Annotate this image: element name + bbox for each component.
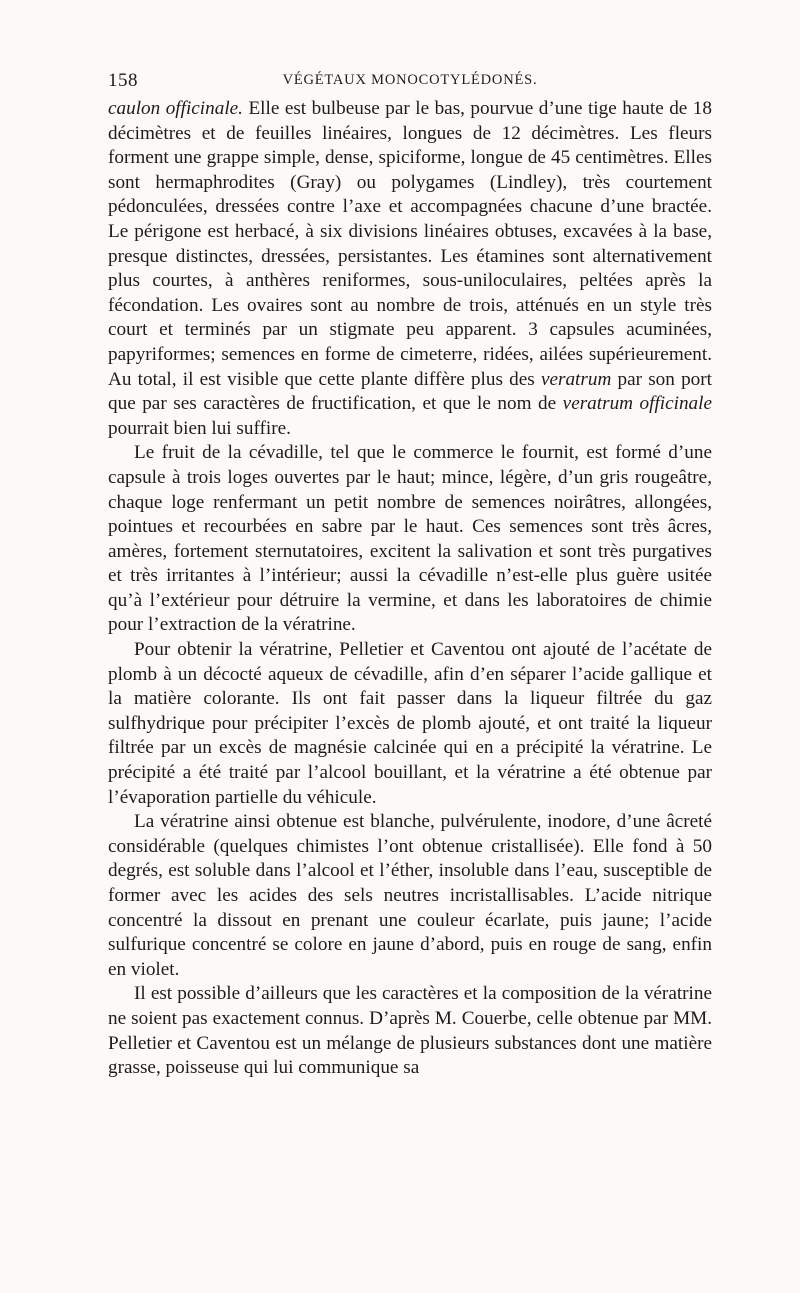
running-head [108, 70, 712, 96]
proposed-name-italic: veratrum officinale [562, 393, 712, 415]
running-title: VÉGÉTAUX MONOCOTYLÉDONÉS. [282, 72, 538, 88]
body-text [108, 97, 712, 1081]
paragraph-1 [108, 97, 712, 441]
paragraph-1-text-a: Elle est bulbeuse par le bas, pourvue d’une tige haute de 18 décimètres et de feuilles linéaires, longues de 12 décimètres. Les fleurs forment une grappe simple, dense, spiciforme, longue de 45 centimètres. Elles sont hermaphrodites (Gray) ou polygames (Lindley), très courtement pédonculées, dressées contre l’axe et accompagnées chacune d’une bractée. Le périgone est herbacé, à six divisions linéaires obtuses, excavées à la base, presque distinctes, dressées, persistantes. Les étamines sont alternativement plus courtes, à anthères reniformes, sous-uniloculaires, peltées après la fécondation. Les ovaires sont au nombre de trois, atténués en un style très court et terminés par un stigmate peu apparent. 3 capsules acuminées, papyriformes; semences en forme de cimeterre, ridées, ailées supérieurement. Au total, il est visible que cette plante diffère plus des [108, 98, 712, 390]
species-name-italic: caulon officinale. [108, 98, 243, 119]
paragraph-3: Pour obtenir la vératrine, Pelletier et Caventou ont ajouté de l’acétate de plomb à un décocté aqueux de cévadille, afin d’en séparer l’acide gallique et la matière colorante. Ils ont fait passer dans la liqueur filtrée du gaz sulfhydrique pour précipiter l’excès de plomb ajouté, et ont traité la liqueur filtrée par un excès de magnésie calcinée qui en a précipité la vératrine. Le précipité a été traité par l’alcool bouillant, et la vératrine a été obtenue par l’évaporation partielle du véhicule. [108, 639, 712, 808]
paragraph-1-text-b: par son port que par ses caractères de fructification, et que le nom de [108, 368, 712, 415]
paragraph-4: La vératrine ainsi obtenue est blanche, pulvérulente, inodore, d’une âcreté considérable (quelques chimistes l’ont obtenue cristallisée). Elle fond à 50 degrés, est soluble dans l’alcool et l’éther, insoluble dans l’eau, susceptible de former avec les acides des sels neutres incristallisables. L’acide nitrique concentré la dissout en prenant une couleur écarlate, puis jaune; l’acide sulfurique concentré se colore en jaune d’abord, puis en rouge de sang, enfin en violet. [108, 811, 712, 980]
page-number: 158 [108, 70, 138, 91]
book-page [108, 70, 712, 1081]
paragraph-1-text-c: pourrait bien lui suffire. [108, 417, 291, 439]
genus-name-italic: veratrum [540, 368, 612, 390]
paragraph-5: Il est possible d’ailleurs que les caractères et la composition de la vératrine ne soient pas exactement connus. D’après M. Couerbe, celle obtenue par MM. Pelletier et Caventou est un mélange de plusieurs substances dont une matière grasse, poisseuse qui lui communique sa [108, 983, 712, 1079]
paragraph-2: Le fruit de la cévadille, tel que le commerce le fournit, est formé d’une capsule à trois loges ouvertes par le haut; mince, légère, d’un gris rougeâtre, chaque loge renfermant un petit nombre de semences noirâtres, allongées, pointues et recourbées en sabre par le haut. Ces semences sont très âcres, amères, fortement sternutatoires, excitent la salivation et sont très purgatives et très irritantes à l’intérieur; aussi la cévadille n’est-elle plus guère usitée qu’à l’extérieur pour détruire la vermine, et dans les laboratoires de chimie pour l’extraction de la vératrine. [108, 442, 712, 636]
